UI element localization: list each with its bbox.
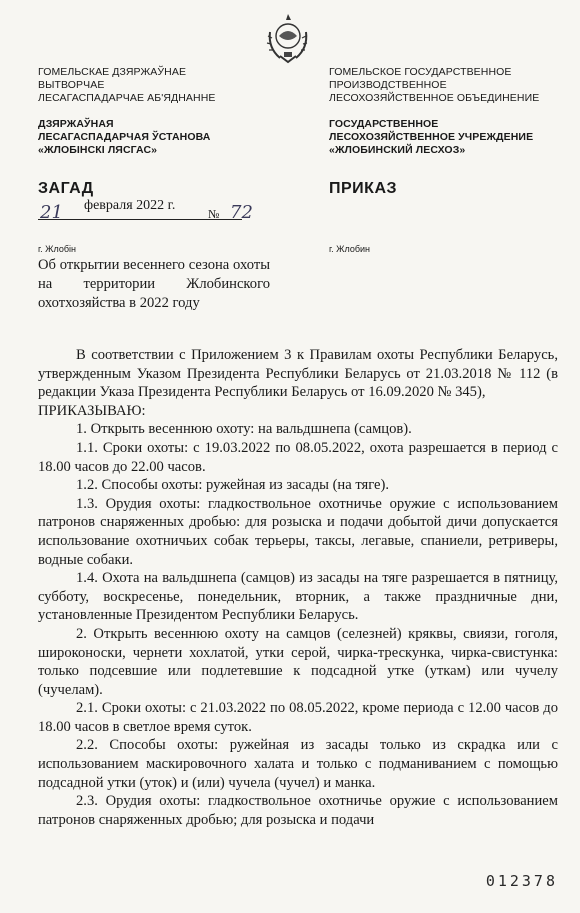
belarus-emblem-icon <box>262 12 314 66</box>
org-line: ЛЕСАГАСПАДАРЧАЕ АБ'ЯДНАННЕ <box>38 92 216 104</box>
paragraph: 2.3. Орудия охоты: гладкоствольное охотничье оружие с использованием патронов снаряженных дробью; для розыска и подачи <box>38 793 558 828</box>
doc-type-ru: ПРИКАЗ <box>329 180 398 197</box>
city-by: г. Жлобін <box>38 244 76 254</box>
paragraph: 1.1. Сроки охоты: с 19.03.2022 по 08.05.2022, охота разрешается в период с 18.00 часов до 22.00 часов. <box>38 439 558 475</box>
org-line: ГОМЕЛЬСКОЕ ГОСУДАРСТВЕННОЕ <box>329 66 512 78</box>
order-body <box>38 346 558 829</box>
number-sign: № <box>208 207 220 221</box>
header-right <box>329 66 569 157</box>
inst-line: ГОСУДАРСТВЕННОЕ <box>329 118 439 130</box>
paragraph: 2.1. Сроки охоты: с 21.03.2022 по 08.05.2022, кроме периода с 12.00 часов до 18.00 часов в светлое время суток. <box>38 700 558 735</box>
inst-line: ЛЕСАГАСПАДАРЧАЯ ЎСТАНОВА <box>38 131 211 143</box>
order-number: 72 <box>230 202 253 223</box>
org-line: ЛЕСОХОЗЯЙСТВЕННОЕ ОБЪЕДИНЕНИЕ <box>329 92 540 104</box>
inst-line: ДЗЯРЖАЎНАЯ <box>38 118 114 130</box>
org-line: ГОМЕЛЬСКАЕ ДЗЯРЖАЎНАЕ <box>38 66 187 78</box>
paragraph: 2.2. Способы охоты: ружейная из засады только из скрадка или с использованием маскировочного халата и только с подманиванием с помощью подсадной утки (уток) и (или) чучела (чучел) и манка. <box>38 737 558 791</box>
city-ru: г. Жлобин <box>329 244 371 254</box>
paragraph: 1. Открыть весеннюю охоту: на вальдшнепа (самцов). <box>76 421 412 438</box>
date-line <box>38 198 253 224</box>
inst-line: «ЖЛОБІНСКІ ЛЯСГАС» <box>38 144 158 156</box>
inst-line: «ЖЛОБИНСКИЙ ЛЕСХОЗ» <box>329 144 466 156</box>
date-day: 21 <box>40 202 63 223</box>
paragraph: 1.3. Орудия охоты: гладкоствольное охотничье оружие с использованием патронов снаряженных дробью: для розыска и подачи добытой дичи допускается использование охотничьих собак терьеры, таксы, легавые, спаниели, ретриверы, водные собаки. <box>38 495 558 568</box>
inst-line: ЛЕСОХОЗЯЙСТВЕННОЕ УЧРЕЖДЕНИЕ <box>329 131 534 143</box>
date-month-year: февраля 2022 г. <box>84 198 176 213</box>
paragraph: В соответствии с Приложением 3 к Правилам охоты Республики Беларусь, утвержденным Указом Президента Республики Беларусь от 21.03.2018 № 112 (в редакции Указа Президента Республики Беларусь от 16.09.2020 № 345), <box>38 347 558 401</box>
paragraph: 1.4. Охота на вальдшнепа (самцов) из засады на тяге разрешается в пятницу, субботу, воскресенье, понедельник, вторник, а также праздничные дни, установленные Президентом Республики Беларусь. <box>38 570 558 624</box>
paragraph: 1.2. Способы охоты: ружейная из засады (на тяге). <box>76 477 390 494</box>
header-left <box>38 66 268 157</box>
serial-number: 012378 <box>485 872 558 890</box>
doc-type-by: ЗАГАД <box>38 180 94 197</box>
order-subject: Об открытии весеннего сезона охоты на территории Жлобинского охотхозяйства в 2022 году <box>38 257 270 311</box>
org-line: ПРОИЗВОДСТВЕННОЕ <box>329 79 447 91</box>
org-line: ВЫТВОРЧАЕ <box>38 79 105 91</box>
paragraph: 2. Открыть весеннюю охоту на самцов (селезней) кряквы, свиязи, гоголя, широконоски, чернети хохлатой, утки серой, чирка-трескунка, чирка-свистунка: только подсевшие или подлетевшие к подсадной утке (уткам) или чучелу (чучелам). <box>38 625 558 698</box>
order-word: ПРИКАЗЫВАЮ: <box>38 402 146 419</box>
number-underline <box>188 219 242 220</box>
